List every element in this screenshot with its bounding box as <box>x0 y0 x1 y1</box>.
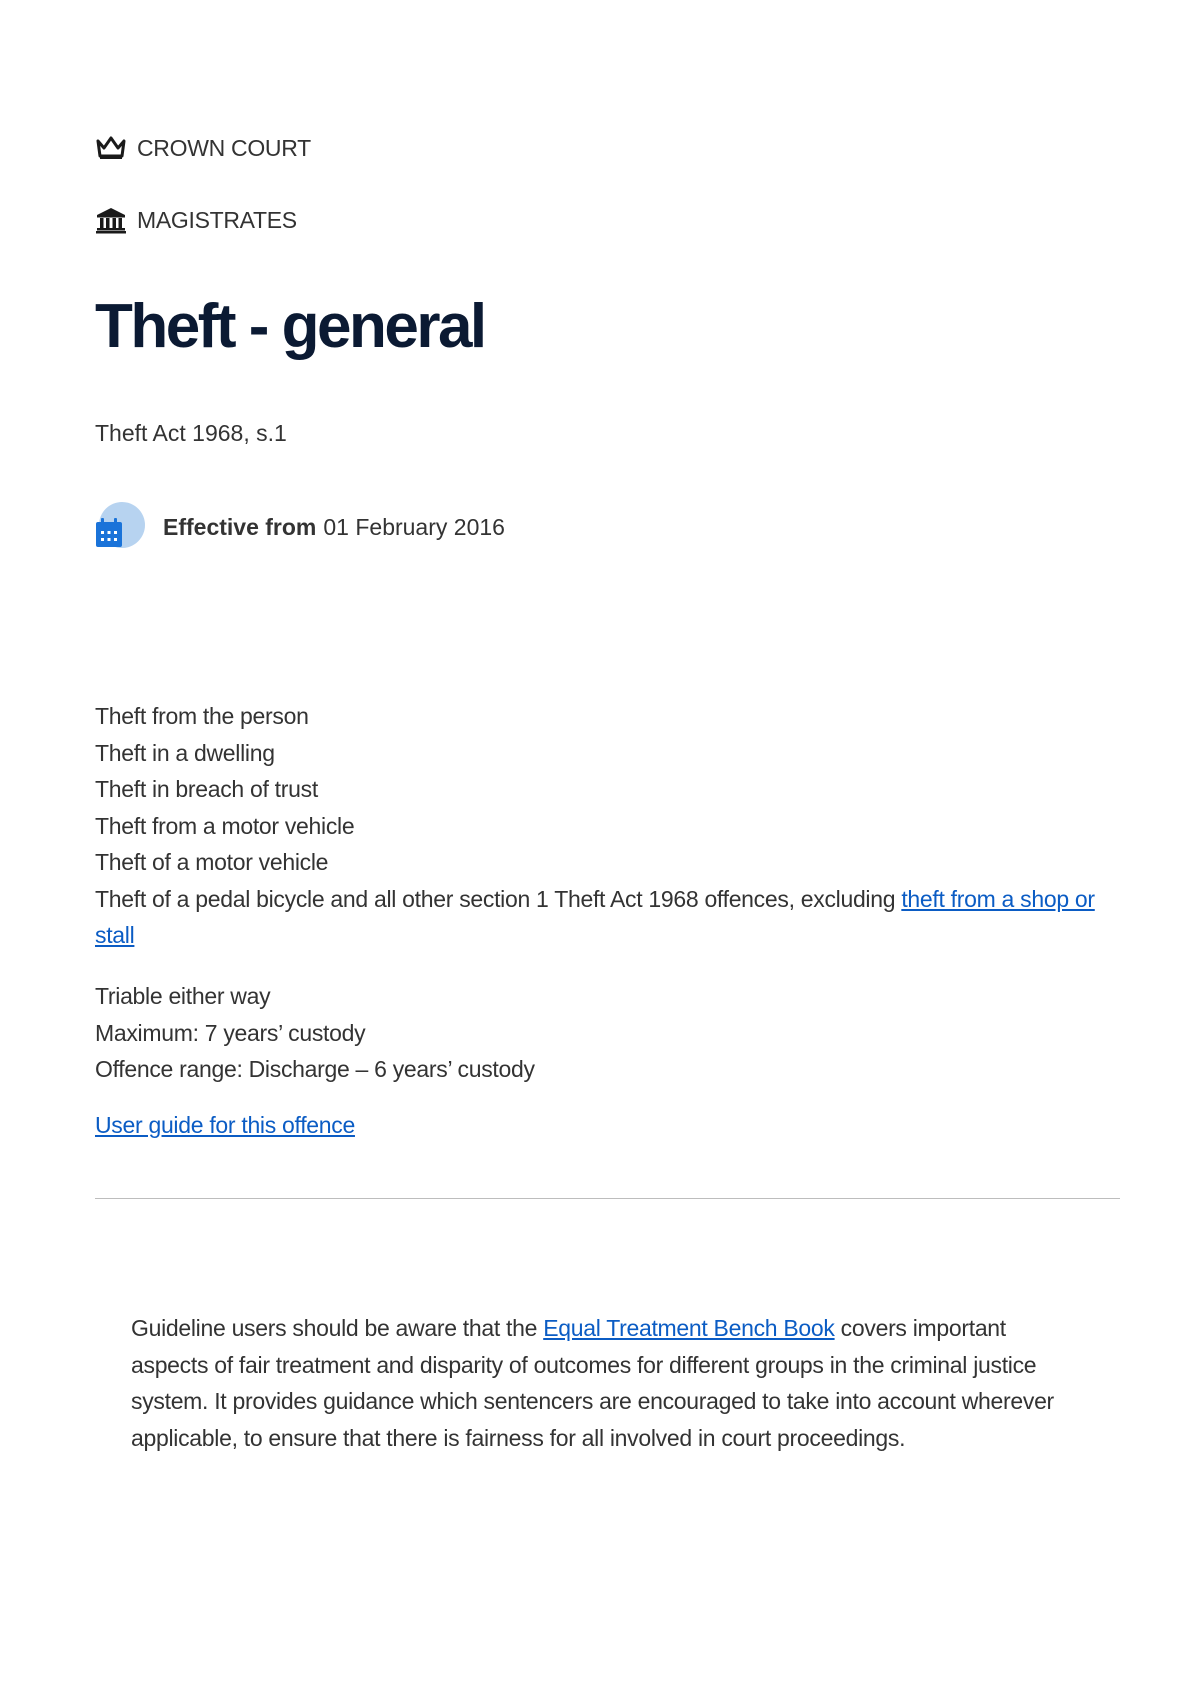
crown-court-label: CROWN COURT <box>137 134 311 161</box>
crown-court-tag <box>95 134 311 162</box>
list-item: Theft in breach of trust <box>95 776 318 802</box>
statute-reference: Theft Act 1968, s.1 <box>95 420 287 446</box>
page-title: Theft - general <box>95 292 485 361</box>
notice-text-before: Guideline users should be aware that the <box>131 1315 544 1341</box>
user-guide <box>95 1112 355 1139</box>
bench-book-link[interactable]: Equal Treatment Bench Book <box>543 1315 835 1341</box>
divider <box>95 1198 1120 1199</box>
shop-theft-link[interactable]: theft from a shop or stall <box>95 885 1095 948</box>
offence-list <box>95 698 1095 954</box>
list-item: Theft of a motor vehicle <box>95 849 329 875</box>
triable-text: Triable either way <box>95 983 271 1009</box>
notice-text-after: covers important aspects of fair treatment and disparity of outcomes for different groups in the criminal justice system. It provides guidance which sentencers are encouraged to take into account wherever applicable, to ensure that there is fairness for all involved in court proceedings. <box>131 1315 1054 1451</box>
offence-classification <box>95 978 535 1088</box>
magistrates-label: MAGISTRATES <box>137 206 297 233</box>
courthouse-icon <box>95 206 127 234</box>
effective-date-value: 01 February 2016 <box>323 513 505 540</box>
bench-book-notice <box>131 1310 1071 1456</box>
offence-range-text: Offence range: Discharge – 6 years’ custody <box>95 1056 535 1082</box>
effective-date <box>95 502 505 552</box>
effective-label: Effective from <box>163 513 317 540</box>
user-guide-link[interactable]: User guide for this offence <box>95 1112 355 1138</box>
maximum-text: Maximum: 7 years’ custody <box>95 1019 366 1046</box>
list-item-text: Theft of a pedal bicycle and all other section 1 Theft Act 1968 offences, excluding <box>95 885 902 912</box>
calendar-badge <box>95 502 145 552</box>
list-item <box>95 881 1095 954</box>
crown-icon <box>95 134 127 162</box>
list-item: Theft in a dwelling <box>95 739 275 766</box>
magistrates-tag <box>95 206 297 234</box>
list-item: Theft from a motor vehicle <box>95 812 355 839</box>
list-item: Theft from the person <box>95 703 309 729</box>
calendar-icon <box>95 518 123 548</box>
